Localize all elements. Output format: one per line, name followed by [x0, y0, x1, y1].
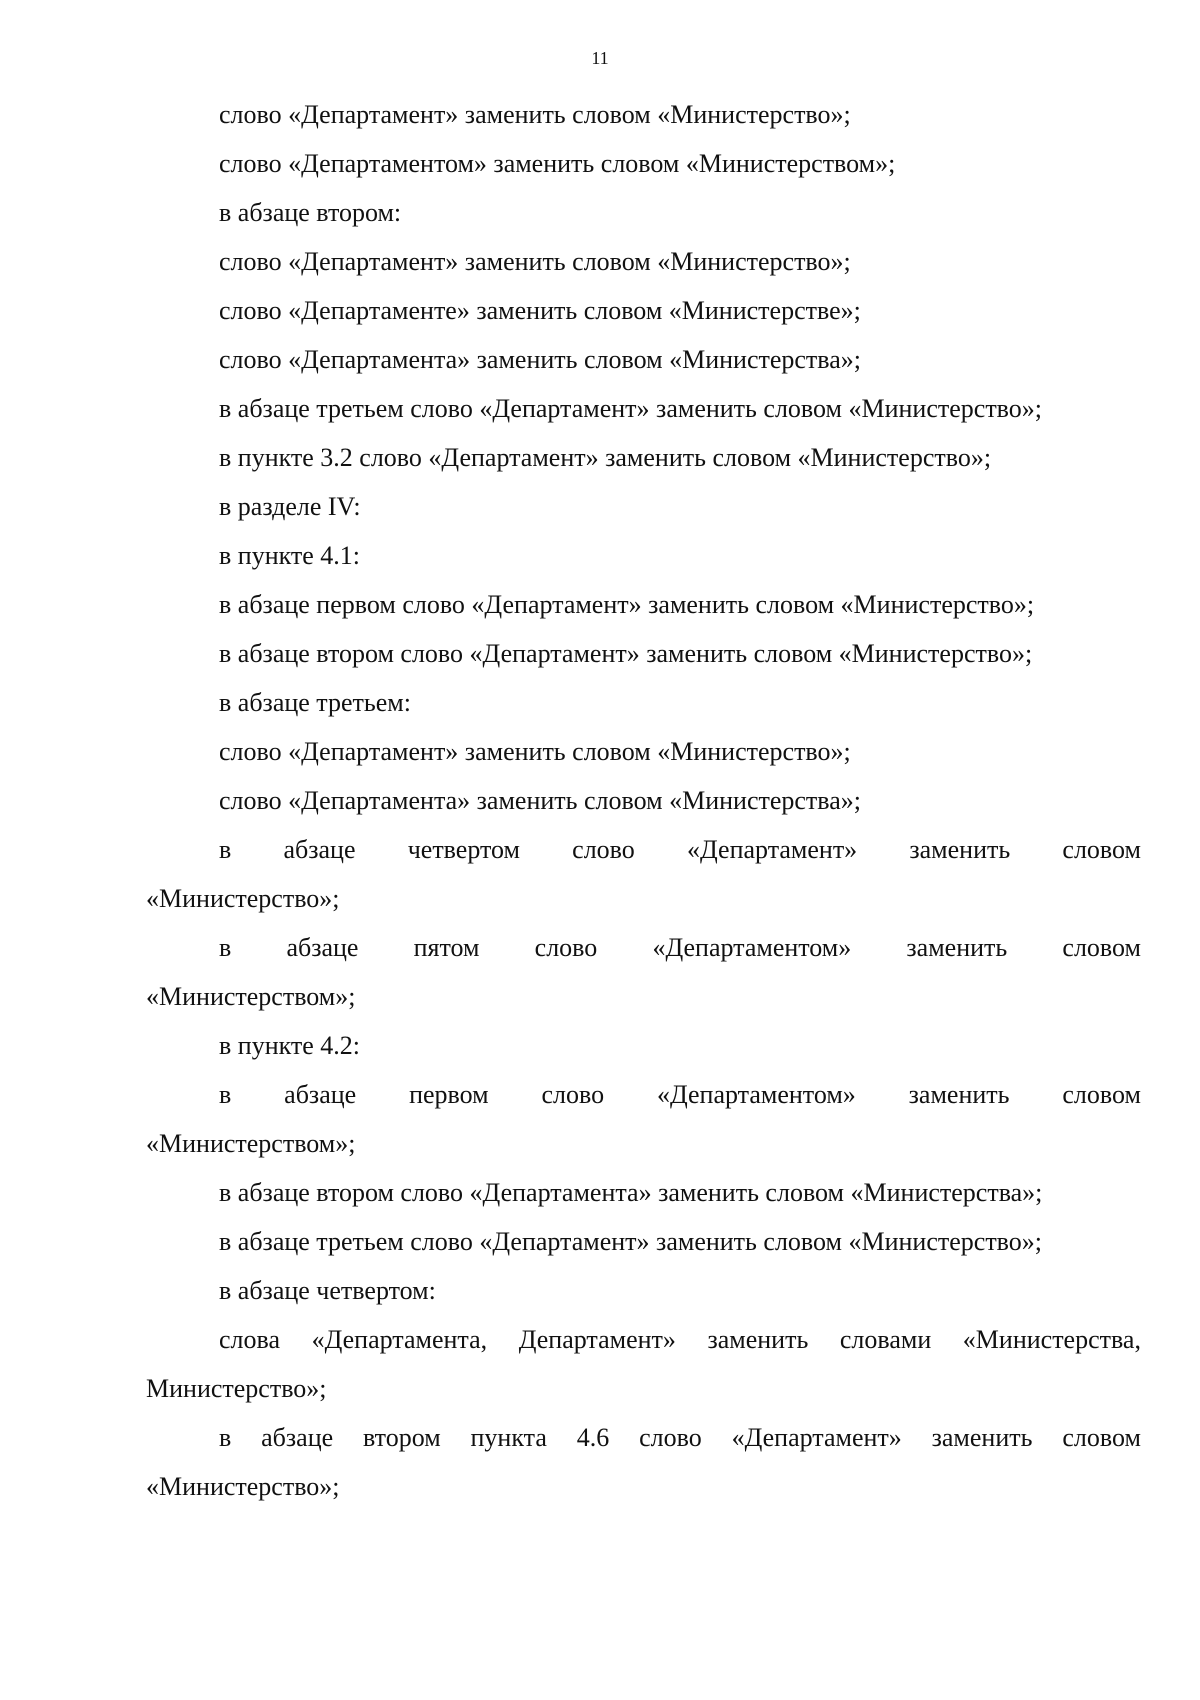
word: «Департамент» — [731, 1423, 902, 1452]
word: в — [219, 933, 232, 962]
text-line: в абзаце третьем: — [219, 688, 411, 717]
word: втором — [363, 1423, 441, 1452]
word: слова — [219, 1325, 280, 1354]
word: в — [219, 835, 232, 864]
word: заменить — [931, 1423, 1033, 1452]
word: словами — [839, 1325, 932, 1354]
text-line: слово «Департаменте» заменить словом «Министерстве»; — [219, 296, 861, 325]
text-line-continuation: «Министерством»; — [146, 982, 356, 1011]
text-line: слово «Департамент» заменить словом «Министерство»; — [219, 247, 851, 276]
word: заменить — [908, 1080, 1010, 1109]
word: «Министерства, — [962, 1325, 1141, 1354]
word: четвертом — [407, 835, 520, 864]
text-line: в абзаце втором слово «Департамента» заменить словом «Министерства»; — [219, 1178, 1043, 1207]
word: слово — [541, 1080, 605, 1109]
text-line-continuation: «Министерство»; — [146, 1472, 340, 1501]
word: словом — [1062, 1423, 1141, 1452]
word: словом — [1062, 1080, 1141, 1109]
text-line-continuation: Министерство»; — [146, 1374, 327, 1403]
page-number: 11 — [591, 48, 609, 68]
word: слово — [572, 835, 635, 864]
word: слово — [639, 1423, 702, 1452]
justified-line — [146, 1413, 1141, 1462]
word: в — [219, 1080, 232, 1109]
word: Департамент» — [518, 1325, 676, 1354]
text-line: в абзаце четвертом: — [219, 1276, 436, 1305]
word: слово — [534, 933, 598, 962]
text-line: в разделе IV: — [219, 492, 361, 521]
word: «Департамент» — [686, 835, 858, 864]
word: абзаце — [284, 1080, 357, 1109]
text-line: слово «Департаментом» заменить словом «Министерством»; — [219, 149, 896, 178]
text-line: в абзаце втором слово «Департамент» заменить словом «Министерство»; — [219, 639, 1033, 668]
text-line: слово «Департамента» заменить словом «Министерства»; — [219, 345, 861, 374]
word: 4.6 — [576, 1423, 610, 1452]
word: заменить — [906, 933, 1008, 962]
word: пятом — [413, 933, 480, 962]
word: заменить — [707, 1325, 809, 1354]
text-line-continuation: «Министерством»; — [146, 1129, 356, 1158]
word: абзаце — [283, 835, 356, 864]
word: «Департаментом» — [656, 1080, 856, 1109]
word: абзаце — [286, 933, 359, 962]
word: словом — [1062, 933, 1141, 962]
text-line: слово «Департамента» заменить словом «Министерства»; — [219, 786, 861, 815]
word: «Департаментом» — [652, 933, 852, 962]
text-line: в пункте 3.2 слово «Департамент» заменить словом «Министерство»; — [219, 443, 992, 472]
justified-line — [146, 923, 1141, 972]
word: «Департамента, — [311, 1325, 488, 1354]
justified-line — [146, 825, 1141, 874]
text-line-continuation: «Министерство»; — [146, 884, 340, 913]
justified-line — [146, 1070, 1141, 1119]
text-line: в абзаце третьем слово «Департамент» заменить словом «Министерство»; — [219, 394, 1042, 423]
word: пункта — [470, 1423, 547, 1452]
word: первом — [409, 1080, 489, 1109]
text-line: слово «Департамент» заменить словом «Министерство»; — [219, 100, 851, 129]
word: заменить — [909, 835, 1011, 864]
text-line: в абзаце втором: — [219, 198, 402, 227]
word: словом — [1062, 835, 1141, 864]
text-line: слово «Департамент» заменить словом «Министерство»; — [219, 737, 851, 766]
text-line: в абзаце первом слово «Департамент» заменить словом «Министерство»; — [219, 590, 1035, 619]
text-line: в пункте 4.1: — [219, 541, 361, 570]
text-line: в абзаце третьем слово «Департамент» заменить словом «Министерство»; — [219, 1227, 1042, 1256]
justified-line — [146, 1315, 1141, 1364]
word: абзаце — [261, 1423, 334, 1452]
text-line: в пункте 4.2: — [219, 1031, 361, 1060]
word: в — [219, 1423, 232, 1452]
document-body — [146, 90, 1141, 1511]
